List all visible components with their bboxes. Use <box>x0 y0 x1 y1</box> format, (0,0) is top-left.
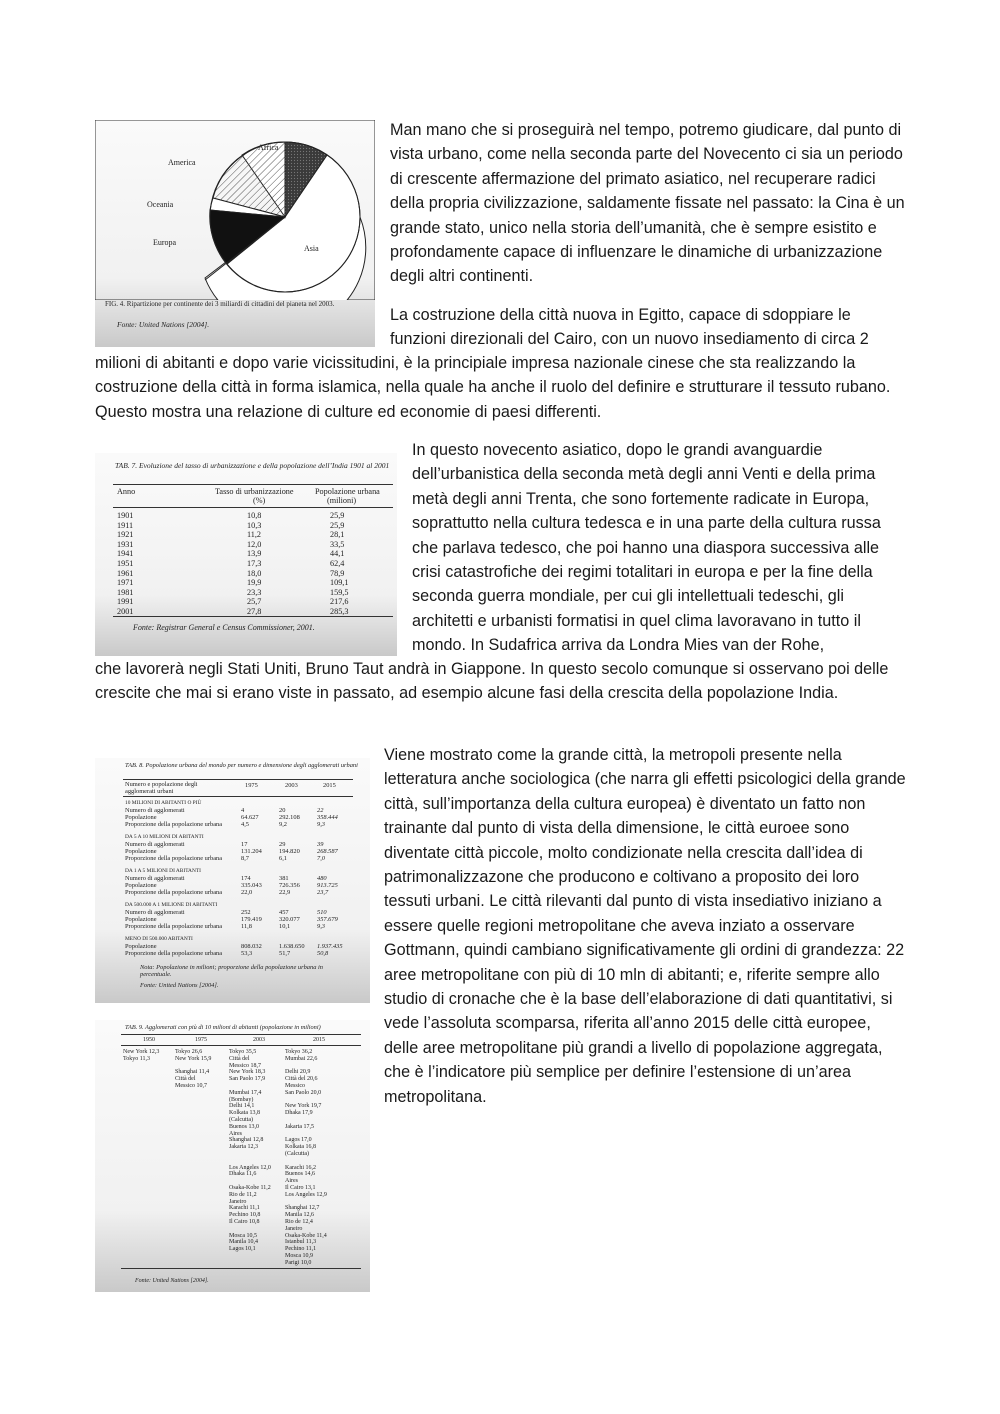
table-cell: 285,3 <box>330 607 349 616</box>
table-cell: New York 19,7 <box>285 1103 322 1110</box>
table-cell: 1911 <box>117 520 134 530</box>
table-cell: 1.937.435 <box>317 943 343 950</box>
label-asia: Asia <box>304 244 319 253</box>
table-cell: 1931 <box>117 539 134 549</box>
table-cell: 23,3 <box>247 587 262 597</box>
table-cell: 131.204 <box>241 848 262 855</box>
table-cell: 510 <box>317 909 327 916</box>
table-cell: Popolazione <box>125 848 157 855</box>
table-cell: 25,9 <box>330 511 345 520</box>
paragraph-2-full: milioni di abitanti e dopo varie vicissitudini, è la principiale impresa nazionale cinese che sta realizzando la costruzione della città in forma islamica, nella quale ha anche il ruolo del definire e strutturare il tessuto rubano. Questo mostra una relazione di culture ed economie di paesi differenti. <box>95 354 891 421</box>
table-cell: Dhaka 17,9 <box>285 1110 313 1117</box>
table-cell: 2001 <box>117 607 134 616</box>
table-cell: Karachi 16,2 <box>285 1164 316 1171</box>
table-cell: 25,7 <box>247 597 262 607</box>
table-cell: Manila 12,6 <box>285 1212 314 1219</box>
label-oceania: Oceania <box>147 200 174 209</box>
table-cell: 268.587 <box>317 848 338 855</box>
table-cell: Tokyo 35,5 <box>229 1049 257 1055</box>
label-europa: Europa <box>153 238 177 247</box>
figure-source: Fonte: United Nations [2004]. <box>117 320 210 329</box>
table-cell: (Bombay) <box>229 1096 254 1103</box>
table-cell: 179.419 <box>241 916 262 923</box>
table-cell: 1921 <box>117 530 134 540</box>
col-header-anno: Anno <box>117 487 136 496</box>
table-cell: 1981 <box>117 587 134 597</box>
table-cell: 78,9 <box>330 568 345 578</box>
table-cell: 22 <box>317 807 324 814</box>
col-header-desc: Numero e popolazione degli agglomerati urbani <box>125 781 198 795</box>
table-cell: 174 <box>241 875 251 882</box>
col-header-2003: 2003 <box>285 782 298 789</box>
paragraph-2-wrapped: La costruzione della città nuova in Egitto, capace di sdoppiare le funzioni direzionali del Cairo, con un nuovo insediamento di circa 2 <box>390 306 869 349</box>
table-cell: Tokyo 26,6 <box>175 1049 203 1055</box>
table-cell: 11,8 <box>241 923 252 930</box>
table-cell: 194.820 <box>279 848 300 855</box>
table-cell: 808.032 <box>241 943 262 950</box>
table-cell: Mumbai 17,4 <box>229 1089 262 1096</box>
table-cell: Popolazione <box>125 916 157 923</box>
table-cell: Il Cairo 10,8 <box>229 1219 260 1225</box>
label-africa: Africa <box>258 143 279 152</box>
table-cell: Pechino 11,1 <box>285 1246 317 1253</box>
table-cell: 381 <box>279 875 289 882</box>
table-cell: New York 12,3 <box>123 1049 160 1055</box>
table-cell: Proporzione della popolazione urbana <box>125 923 223 930</box>
table-cell: Shanghai 12,7 <box>285 1205 320 1212</box>
table-cell: 726.356 <box>279 882 300 889</box>
table-cell: 33,5 <box>330 539 345 549</box>
table-cell: 50,8 <box>317 950 329 957</box>
table-cell: 39 <box>317 841 324 848</box>
table-cell: 64.627 <box>241 814 259 821</box>
table-cell: 292.108 <box>279 814 300 821</box>
table-cell: Proporzione della popolazione urbana <box>125 855 223 862</box>
table-7-india-urbanization <box>95 453 397 656</box>
table-cell: 480 <box>317 875 327 882</box>
col-header-tasso-unit: (%) <box>253 496 266 505</box>
table-cell: 320.077 <box>279 916 300 923</box>
table-cell: Karachi 11,1 <box>229 1205 260 1212</box>
table-cell: 7,0 <box>317 855 325 862</box>
table-cell: Popolazione <box>125 814 157 821</box>
table-cell: Città del <box>229 1055 250 1062</box>
table-cell: Los Angeles 12,9 <box>285 1191 327 1198</box>
table-cell: 358.444 <box>317 814 338 821</box>
col-header-2015: 2015 <box>323 782 336 789</box>
table-cell: 25,9 <box>330 520 345 530</box>
table-cell: Pechino 10,8 <box>229 1212 261 1219</box>
table-cell: Jakarta 17,5 <box>285 1123 314 1130</box>
table-cell: Popolazione <box>125 943 157 950</box>
table-cell: 335.043 <box>241 882 262 889</box>
col-header-1950: 1950 <box>143 1037 155 1043</box>
label-america: America <box>168 158 196 167</box>
figure-4-pie-chart <box>95 120 375 347</box>
col-header-pop-unit: (milioni) <box>327 496 357 505</box>
table-cell: Lagos 10,1 <box>229 1246 256 1253</box>
table-cell: Mosca 10,9 <box>285 1253 313 1259</box>
table-cell: 17 <box>241 841 248 848</box>
table-cell: Buenos 13,0 <box>229 1123 259 1130</box>
table-cell: 62,4 <box>330 559 345 568</box>
table-cell: 1991 <box>117 597 134 607</box>
table-cell: Numero di agglomerati <box>125 875 185 882</box>
table-cell: New York 15,9 <box>175 1055 212 1062</box>
table-cell: Tokyo 11,3 <box>123 1055 151 1062</box>
table-cell: 13,9 <box>247 549 262 559</box>
group-heading: MENO DI 500.000 ABITANTI <box>125 936 193 942</box>
table-cell: Messico 10,7 <box>175 1083 207 1089</box>
figure-caption: FIG. 4. Ripartizione per continente dei 3 miliardi di cittadini del pianeta nel 2003. <box>105 300 335 308</box>
table-cell: 1941 <box>117 549 134 559</box>
table-cell: Proporzione della popolazione urbana <box>125 821 223 828</box>
col-header-1975: 1975 <box>245 782 258 789</box>
table-cell: 1951 <box>117 559 134 568</box>
table-cell: 1.638.650 <box>279 943 305 950</box>
table-cell: Janeiro <box>229 1198 247 1205</box>
table-cell: Shanghai 12,8 <box>229 1137 264 1144</box>
table-cell: Proporzione della popolazione urbana <box>125 950 223 957</box>
table-cell: 10,8 <box>247 511 262 520</box>
table-source: Fonte: United Nations [2004]. <box>140 982 219 989</box>
table-cell: Mosca 10,5 <box>229 1232 257 1239</box>
table-cell: 4 <box>241 807 245 814</box>
table-cell: 457 <box>279 909 289 916</box>
table-source: Fonte: Registrar General e Census Commissioner, 2001. <box>133 623 315 632</box>
table-cell: Mumbai 22,6 <box>285 1055 318 1062</box>
col-header-tasso: Tasso di urbanizzazione <box>215 487 294 496</box>
table-cell: Parigi 10,0 <box>285 1259 312 1266</box>
table-cell: 252 <box>241 909 251 916</box>
table-cell: 4,5 <box>241 821 249 828</box>
table-cell: 18,0 <box>247 568 262 578</box>
table-cell: 28,1 <box>330 530 345 540</box>
table-cell: 357.679 <box>317 916 338 923</box>
table-cell: 8,7 <box>241 855 249 862</box>
col-header-pop: Popolazione urbana <box>315 487 380 496</box>
table-cell: 10,3 <box>247 520 262 530</box>
table-cell: 1971 <box>117 578 134 588</box>
table-cell: Numero di agglomerati <box>125 841 185 848</box>
paragraph-4: Viene mostrato come la grande città, la metropoli presente nella letteratura anche sociologica (che narra gli effetti psicologici della grande città, sull’importanza della cultura europea) è diventato un fatto non trainante dal punto di vista della dimensione, le città euroee sono diventate città piccole, molto condizionate nella crescita dall’idea di patrimonalizzazone che producono e coltivano a proposito dei loro tessuti urbani. Le città rilevanti dal punto di vista insediativo iniziano a essere quelle regioni metropolitane che aveva inziato a osservare Gottmann, quindi cambiano significativamente gli ordini di grandezza: 22 aree metropolitane con più di 10 mln di abitanti; e, riferite sempre allo studio di cronache che è la base dell’elaborazione di dati quantitativi, si vede l’assoluta scomparsa, riferita all’anno 2015 delle città europee, delle aree metropolitane più grandi a livello di popolazione aggregata, che è l’indicatore più semplice per definire l’estensione di un’area metropolitana. <box>384 746 906 1106</box>
table-cell: Istanbul 11,3 <box>285 1239 317 1246</box>
table-cell: Numero di agglomerati <box>125 909 185 916</box>
table-cell: 9,2 <box>279 821 287 828</box>
table-title: TAB. 7. Evoluzione del tasso di urbanizzazione e della popolazione dell’India 1901 al 2001 <box>115 461 390 470</box>
table-cell: 27,8 <box>247 607 262 616</box>
table-cell: Messico <box>285 1083 305 1089</box>
table-cell: 29 <box>279 841 286 848</box>
table-cell: 53,3 <box>241 950 253 957</box>
table-cell: Shanghai 11,4 <box>175 1069 210 1076</box>
table-cell: Aires <box>229 1130 242 1137</box>
table-cell: Kolkata 16,8 <box>285 1144 316 1151</box>
table-cell: Popolazione <box>125 882 157 889</box>
table-cell: Rio de 11,2 <box>229 1191 257 1198</box>
group-heading: DA 1 A 5 MILIONI DI ABITANTI <box>125 868 201 874</box>
table-cell: Numero di agglomerati <box>125 807 185 814</box>
table-cell: (Calcutta) <box>285 1151 309 1157</box>
table-cell: 9,3 <box>317 821 325 828</box>
pie-chart-graphic <box>95 120 375 300</box>
table-cell: Buenos 14,6 <box>285 1171 315 1178</box>
table-cell: 913.725 <box>317 882 338 889</box>
table-cell: Delhi 14,1 <box>229 1103 255 1110</box>
table-cell: 159,5 <box>330 587 349 597</box>
table-cell: 22,0 <box>241 889 253 896</box>
table-cell: 51,7 <box>279 950 291 957</box>
table-9-megacities <box>95 1020 370 1292</box>
paragraph-3-full: che lavorerà negli Stati Uniti, Bruno Taut andrà in Giappone. In questo secolo comunque si osservano poi delle crescite che mai si erano viste in passato, ad esempio alcune fasi della crescita della popolazione India. <box>95 660 889 703</box>
table-source: Fonte: United Nations [2004]. <box>135 1278 209 1284</box>
table-cell: Osaka-Kobe 11,2 <box>229 1185 271 1191</box>
col-header-2015: 2015 <box>313 1037 325 1043</box>
table-cell: 17,3 <box>247 559 262 568</box>
table-cell: San Paolo 20,0 <box>285 1089 322 1096</box>
table-cell: Rio de 12,4 <box>285 1219 313 1225</box>
table-cell: Il Cairo 13,1 <box>285 1185 316 1191</box>
col-header-1975: 1975 <box>195 1037 207 1043</box>
table-title: TAB. 9. Agglomerati con più di 10 milioni di abitanti (popolazione in milioni) <box>125 1024 321 1031</box>
paragraph-1: Man mano che si proseguirà nel tempo, potremo giudicare, dal punto di vista urbano, come nella seconda parte del Novecento ci sia un periodo di crescente affermazione del primato asiatico, nel recuperare radici della propria civilizzazione, saldamente fissate nel passato: la Cina è un grande stato, unico nella storia dell’umanità, che è sempre esistito e profondamente capace di influenzare le dinamiche di urbanizzazione degli altri continenti. <box>390 121 905 286</box>
group-heading: 10 MILIONI DI ABITANTI O PIÙ <box>125 800 202 806</box>
table-note: Nota: Popolazione in milioni; proporzione della popolazione urbana in percentuale. <box>140 964 323 978</box>
table-cell: 6,1 <box>279 855 287 862</box>
table-cell: 109,1 <box>330 578 349 588</box>
table-cell: Dhaka 11,6 <box>229 1171 257 1178</box>
table-cell: 19,9 <box>247 578 262 588</box>
table-cell: Osaka-Kobe 11,4 <box>285 1232 327 1239</box>
table-cell: Proporzione della popolazione urbana <box>125 889 223 896</box>
table-cell: 217,6 <box>330 597 349 607</box>
table-cell: Città del <box>175 1076 196 1083</box>
table-cell: 12,0 <box>247 539 262 549</box>
table-cell: 10,1 <box>279 923 291 930</box>
table-cell: Jakarta 12,3 <box>229 1144 258 1151</box>
table-cell: 23,7 <box>317 889 329 896</box>
col-header-2003: 2003 <box>253 1037 265 1043</box>
table-cell: 22,9 <box>279 889 291 896</box>
table-cell: 44,1 <box>330 549 345 559</box>
table-cell: Aires <box>285 1178 298 1185</box>
table-cell: (Calcutta) <box>229 1117 253 1123</box>
table-cell: Los Angeles 12,0 <box>229 1164 271 1171</box>
table-cell: Delhi 20,9 <box>285 1069 311 1076</box>
table-cell: Manila 10,4 <box>229 1239 258 1246</box>
table-cell: Janeiro <box>285 1225 303 1232</box>
table-cell: Lagos 17,0 <box>285 1137 312 1144</box>
table-title: TAB. 8. Popolazione urbana del mondo per numero e dimensione degli agglomerati urbani <box>125 762 358 769</box>
table-8-world-urban-population <box>95 758 370 1003</box>
table-cell: 1901 <box>117 511 134 520</box>
table-cell: 1961 <box>117 568 134 578</box>
table-cell: 20 <box>279 807 286 814</box>
table-cell: Tokyo 36,2 <box>285 1049 313 1055</box>
table-cell: Città del 20,6 <box>285 1076 318 1083</box>
group-heading: DA 500.000 A 1 MILIONE DI ABITANTI <box>125 902 218 908</box>
table-cell: 9,3 <box>317 923 325 930</box>
paragraph-3-wrapped: In questo novecento asiatico, dopo le grandi avanguardie dell’urbanistica della seconda metà degli anni Venti e della prima metà degli anni Trenta, che sono fortemente radicate in Europa, soprattutto nella cultura tedesca e in una parte della cultura russa che parlava tedesco, che poi hanno una diaspora successiva alle crisi catastrofiche dei regimi totalitari in europa e per la fine della seconda guerra mondiale, per cui gli intellettuali tedeschi, gli architetti e urbanisti formatisi in quel clima lavoravano in tutto il mondo. In Sudafrica arriva da Londra Mies van der Rohe, <box>412 441 881 655</box>
table-cell: Messico 18,7 <box>229 1062 261 1069</box>
table-cell: New York 18,3 <box>229 1069 266 1076</box>
table-cell: Kolkata 13,8 <box>229 1110 260 1117</box>
table-cell: San Paolo 17,9 <box>229 1076 266 1083</box>
table-cell: 11,2 <box>247 530 262 540</box>
group-heading: DA 5 A 10 MILIONI DI ABITANTI <box>125 834 204 840</box>
